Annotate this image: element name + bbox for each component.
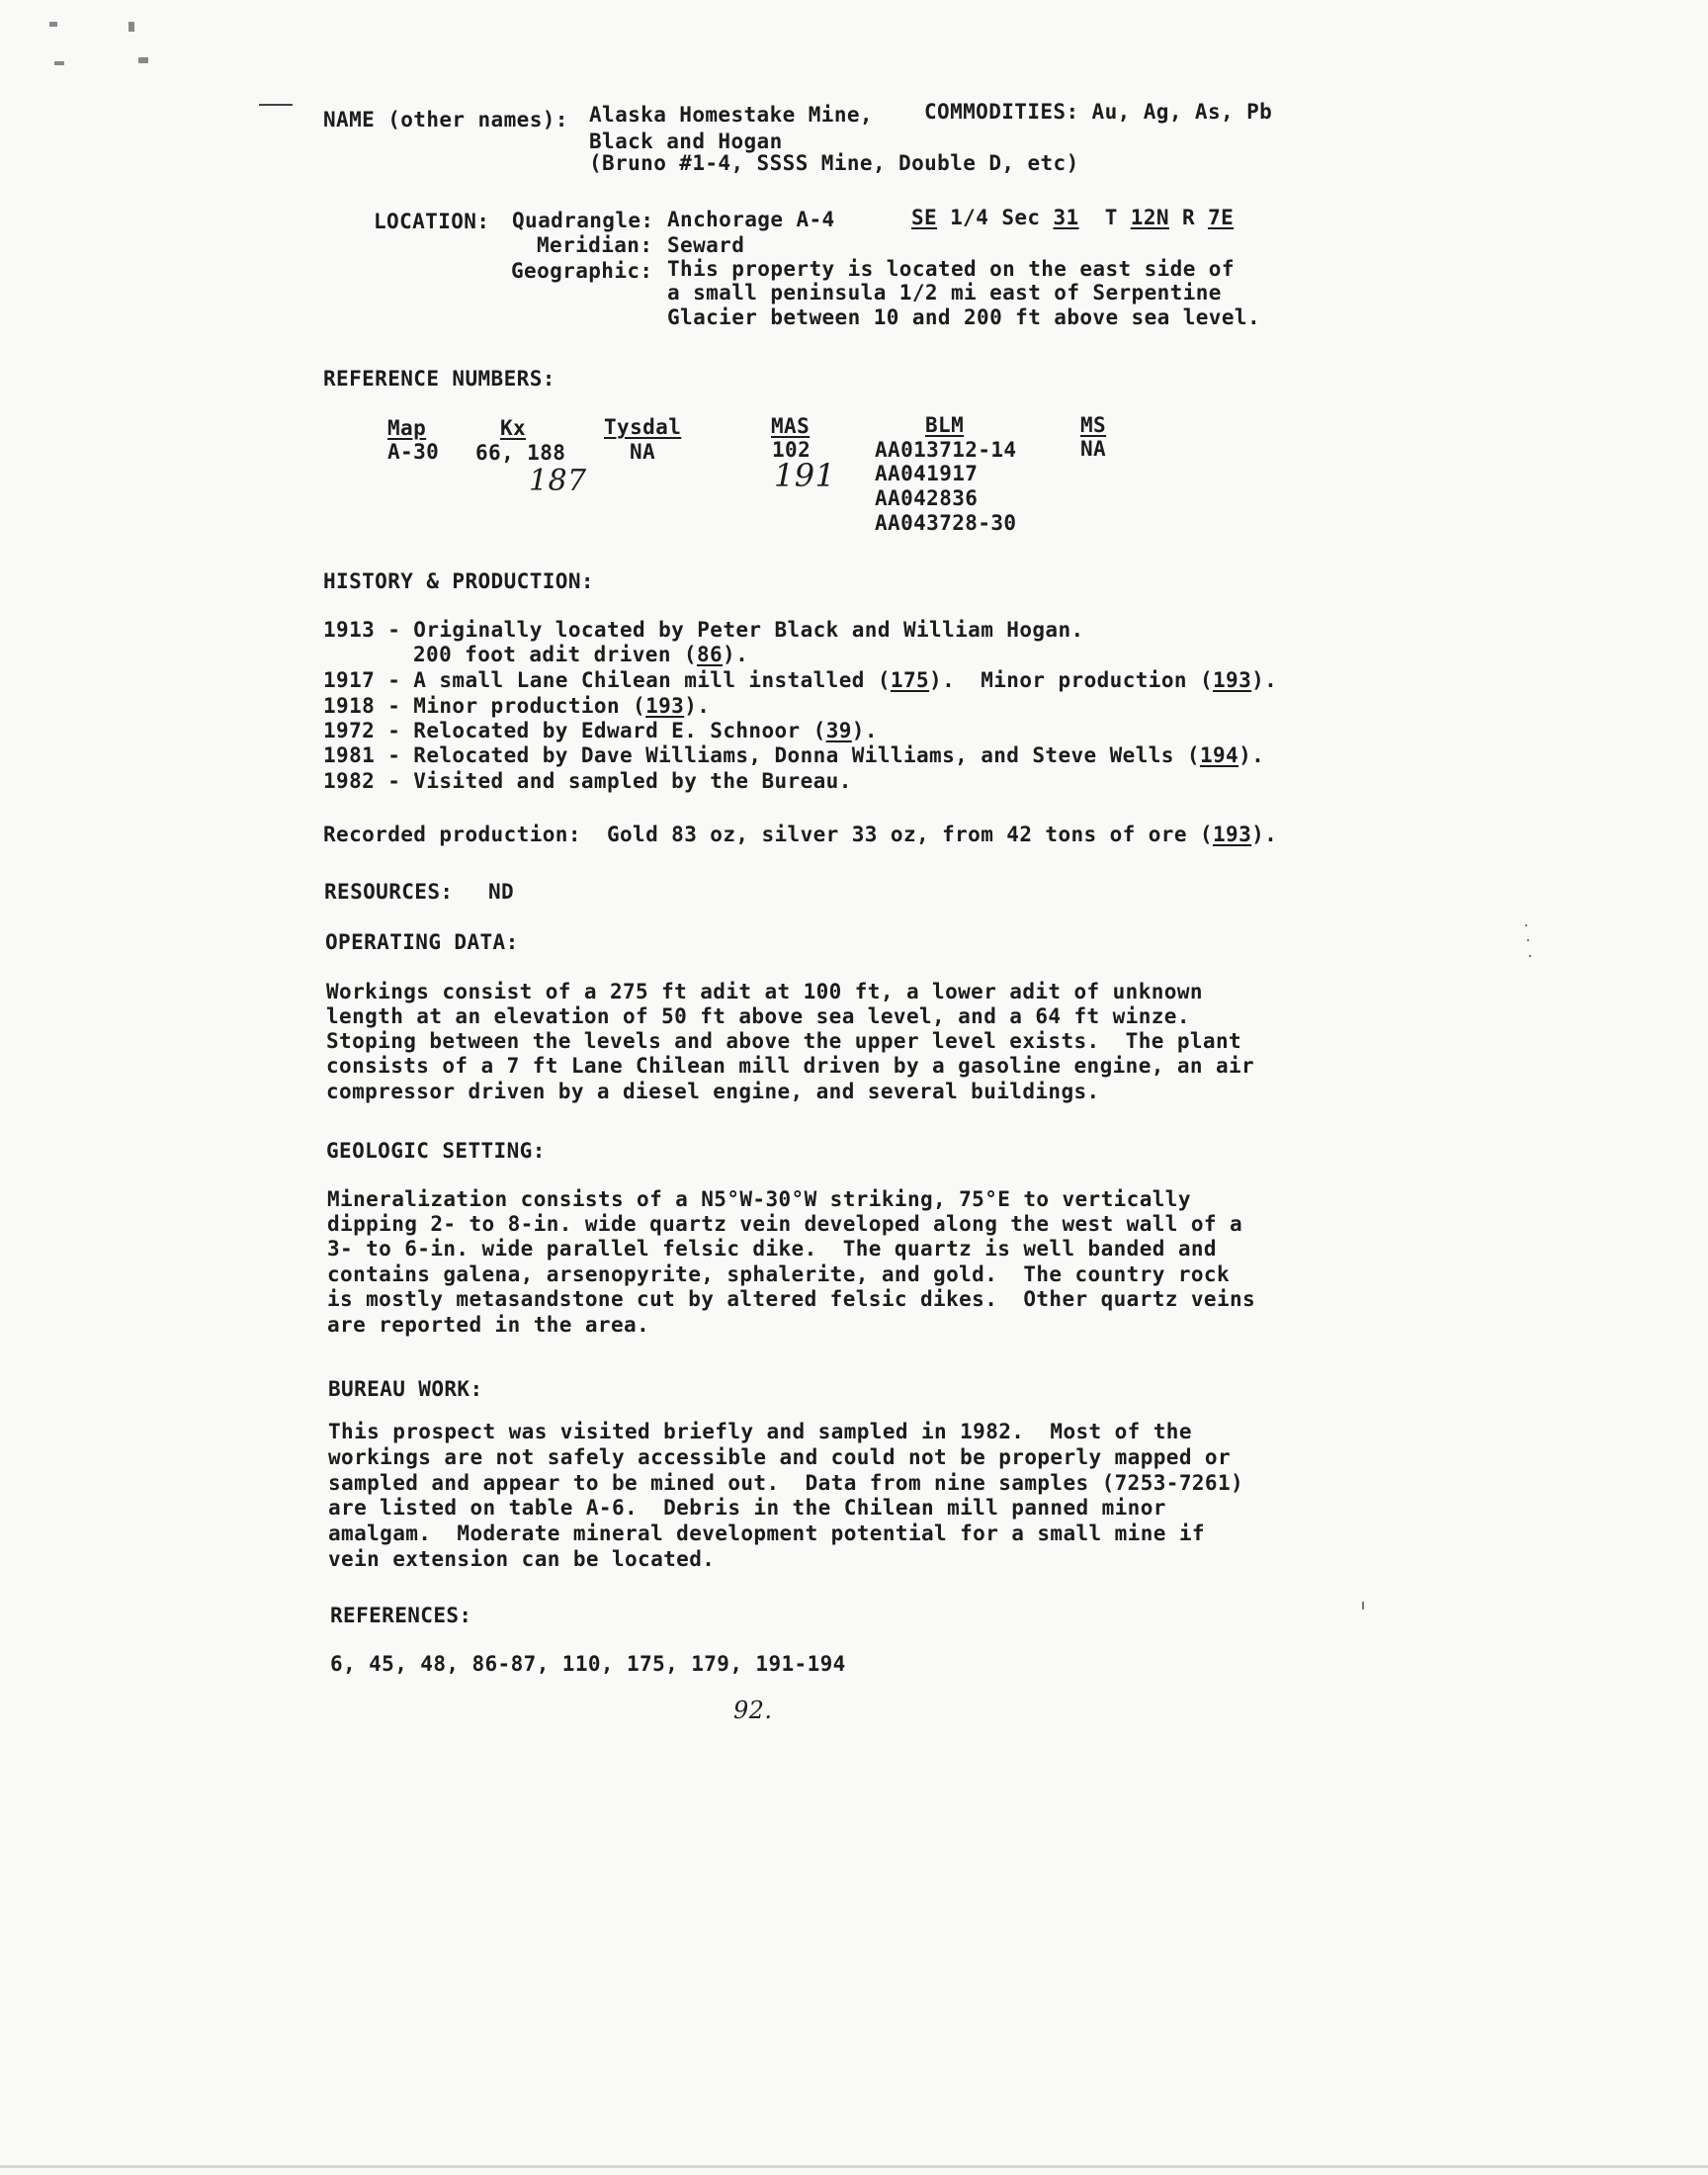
history-line-1913-adit: 200 foot adit driven (86). bbox=[413, 643, 749, 666]
ref-blm-value-1: AA013712-14 bbox=[875, 438, 1017, 462]
references-heading: REFERENCES: bbox=[330, 1604, 472, 1627]
ref-tysdal-value: NA bbox=[630, 440, 656, 464]
quadrangle-value: Anchorage A-4 bbox=[667, 208, 835, 231]
bureau-line-6: vein extension can be located. bbox=[328, 1547, 716, 1571]
scan-speck bbox=[128, 22, 134, 32]
geologic-line-6: are reported in the area. bbox=[327, 1313, 650, 1337]
township: 12N bbox=[1130, 206, 1169, 229]
ref-blm-value-4: AA043728-30 bbox=[875, 511, 1017, 535]
ref-blm-header: BLM bbox=[925, 413, 965, 437]
ref-mas-handwritten: 191 bbox=[774, 457, 836, 494]
history-line-1918: 1918 - Minor production (193). bbox=[323, 694, 711, 718]
recorded-production: Recorded production: Gold 83 oz, silver 33 oz, from 42 tons of ore (193). bbox=[323, 823, 1278, 846]
scan-speck bbox=[138, 57, 148, 63]
geographic-line-3: Glacier between 10 and 200 ft above sea level. bbox=[667, 305, 1260, 329]
ref-kx-value: 66, 188 bbox=[475, 441, 566, 465]
geologic-line-2: dipping 2- to 8-in. wide quartz vein developed along the west wall of a bbox=[327, 1212, 1243, 1236]
bureau-line-5: amalgam. Moderate mineral development potential for a small mine if bbox=[328, 1522, 1205, 1545]
ref-link: 39 bbox=[825, 719, 852, 742]
operating-heading: OPERATING DATA: bbox=[325, 930, 519, 954]
ref-link: 193 bbox=[645, 694, 685, 718]
history-heading: HISTORY & PRODUCTION: bbox=[323, 569, 594, 593]
name-line-3: (Bruno #1-4, SSSS Mine, Double D, etc) bbox=[589, 151, 1079, 175]
sector: SE bbox=[911, 206, 938, 229]
reference-numbers-heading: REFERENCE NUMBERS: bbox=[323, 367, 555, 391]
operating-line-3: Stoping between the levels and above the upper level exists. The plant bbox=[326, 1029, 1242, 1053]
meridian-label: Meridian: bbox=[537, 233, 653, 257]
quadrangle-sheet: A-4 bbox=[796, 208, 835, 231]
page-number: 92. bbox=[733, 1696, 773, 1724]
ref-mas-value: 102 bbox=[772, 438, 811, 462]
geologic-line-4: contains galena, arsenopyrite, sphalerite, and gold. The country rock bbox=[327, 1262, 1231, 1286]
name-line-2: Black and Hogan bbox=[589, 130, 783, 153]
scan-speck bbox=[1527, 939, 1529, 941]
ref-ms-header: MS bbox=[1080, 413, 1107, 437]
ref-map-value: A-30 bbox=[387, 440, 440, 464]
ref-link: 194 bbox=[1199, 743, 1239, 767]
location-label: LOCATION: bbox=[374, 210, 490, 233]
ref-blm-value-3: AA042836 bbox=[875, 486, 979, 510]
scan-speck bbox=[1525, 924, 1527, 926]
history-line-1981: 1981 - Relocated by Dave Williams, Donna Williams, and Steve Wells (194). bbox=[323, 743, 1265, 767]
bureau-heading: BUREAU WORK: bbox=[328, 1377, 483, 1401]
ref-tysdal-header: Tysdal bbox=[604, 415, 682, 439]
commodities: COMMODITIES: Au, Ag, As, Pb bbox=[924, 100, 1273, 124]
margin-dash bbox=[259, 104, 293, 106]
geographic-line-1: This property is located on the east side of bbox=[667, 257, 1235, 281]
scan-speck bbox=[1362, 1602, 1364, 1610]
ref-link: 175 bbox=[890, 668, 930, 692]
bureau-line-3: sampled and appear to be mined out. Data from nine samples (7253-7261) bbox=[328, 1471, 1244, 1495]
ref-ms-value: NA bbox=[1080, 437, 1107, 461]
ref-blm-value-2: AA041917 bbox=[875, 462, 979, 485]
operating-line-5: compressor driven by a diesel engine, and several buildings. bbox=[326, 1080, 1100, 1103]
quadrangle-label: Quadrangle: bbox=[512, 209, 654, 232]
history-line-1913: 1913 - Originally located by Peter Black and William Hogan. bbox=[323, 618, 1084, 642]
section: 31 bbox=[1053, 206, 1079, 229]
ref-link: 86 bbox=[696, 643, 724, 666]
bureau-line-1: This prospect was visited briefly and sampled in 1982. Most of the bbox=[328, 1420, 1192, 1443]
ref-kx-header: Kx bbox=[500, 416, 527, 440]
range: 7E bbox=[1208, 206, 1235, 229]
ref-link: 193 bbox=[1212, 823, 1252, 846]
name-line-1: Alaska Homestake Mine, bbox=[589, 103, 873, 127]
ref-kx-handwritten: 187 bbox=[529, 464, 587, 498]
ref-link: 193 bbox=[1213, 668, 1252, 692]
geologic-line-5: is mostly metasandstone cut by altered felsic dikes. Other quartz veins bbox=[327, 1287, 1256, 1311]
scan-speck bbox=[1529, 955, 1531, 957]
geologic-line-3: 3- to 6-in. wide parallel felsic dike. The quartz is well banded and bbox=[327, 1237, 1217, 1261]
history-line-1917: 1917 - A small Lane Chilean mill installed (175). Minor production (193). bbox=[323, 668, 1278, 692]
ref-map-header: Map bbox=[387, 416, 427, 440]
resources-label: RESOURCES: bbox=[324, 880, 454, 904]
resources-value: ND bbox=[488, 880, 515, 904]
scan-speck bbox=[49, 22, 57, 27]
geographic-label: Geographic: bbox=[511, 259, 653, 283]
scan-bottom-edge bbox=[0, 2165, 1708, 2168]
scan-speck bbox=[54, 61, 64, 65]
geologic-heading: GEOLOGIC SETTING: bbox=[326, 1139, 546, 1163]
name-label: NAME (other names): bbox=[323, 108, 568, 131]
location-legal: SE 1/4 Sec 31 T 12N R 7E bbox=[911, 206, 1235, 229]
history-line-1972: 1972 - Relocated by Edward E. Schnoor (39). bbox=[323, 719, 878, 742]
bureau-line-2: workings are not safely accessible and could not be properly mapped or bbox=[328, 1445, 1232, 1469]
operating-line-4: consists of a 7 ft Lane Chilean mill driven by a gasoline engine, an air bbox=[326, 1054, 1255, 1078]
meridian-value: Seward bbox=[667, 233, 745, 257]
geographic-line-2: a small peninsula 1/2 mi east of Serpentine bbox=[667, 281, 1222, 304]
geologic-line-1: Mineralization consists of a N5°W-30°W striking, 75°E to vertically bbox=[327, 1187, 1191, 1211]
ref-mas-header: MAS bbox=[771, 414, 811, 438]
history-line-1982: 1982 - Visited and sampled by the Bureau. bbox=[323, 769, 852, 793]
references-value: 6, 45, 48, 86-87, 110, 175, 179, 191-194 bbox=[330, 1652, 846, 1676]
bureau-line-4: are listed on table A-6. Debris in the Chilean mill panned minor bbox=[328, 1496, 1166, 1520]
operating-line-1: Workings consist of a 275 ft adit at 100 ft, a lower adit of unknown bbox=[326, 980, 1203, 1003]
operating-line-2: length at an elevation of 50 ft above sea level, and a 64 ft winze. bbox=[326, 1004, 1190, 1028]
